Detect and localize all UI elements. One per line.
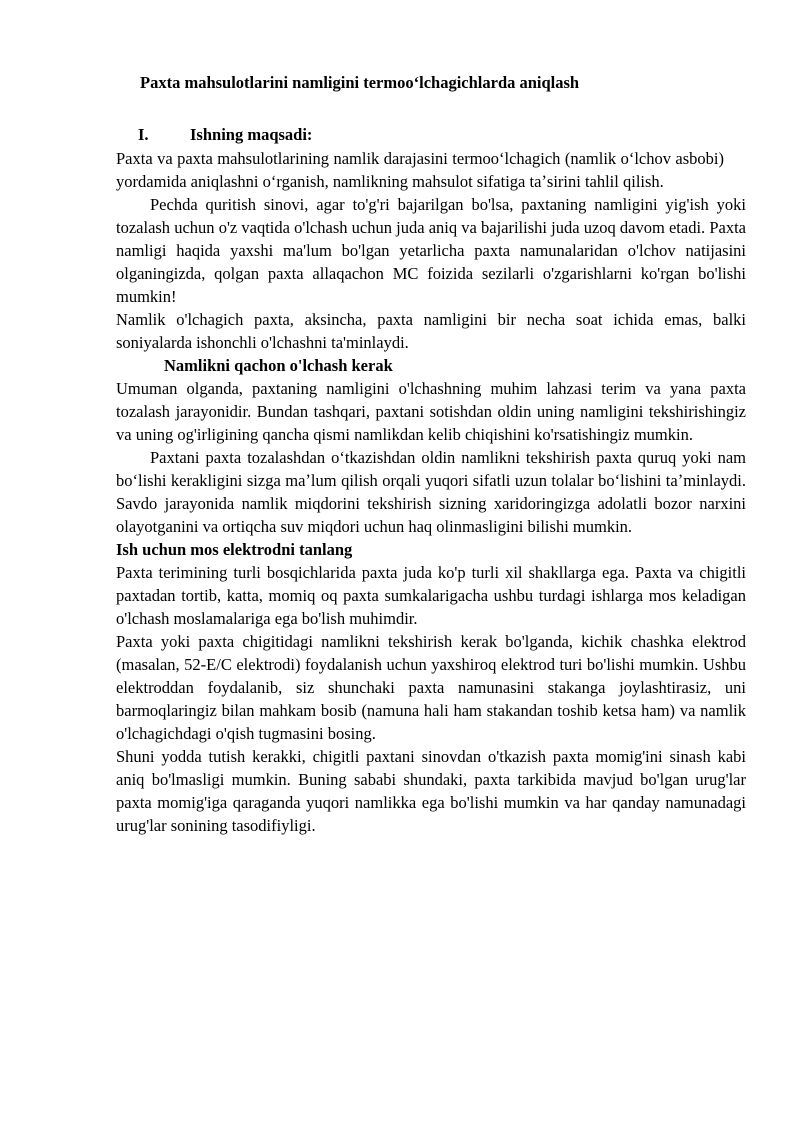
inline-heading-when-to-measure: Namlikni qachon o'lchash kerak xyxy=(164,355,393,375)
paragraph-purpose: Paxta va paxta mahsulotlarining namlik darajasini termooʻlchagich (namlik oʻlchov asbobi) yordamida aniqlashni oʻrganish, namlikning mahsulot sifatiga taʼsirini tahlil qilish. xyxy=(116,148,724,191)
paragraph-when-to-measure-body: Umuman olganda, paxtaning namligini o'lchashning muhim lahzasi terim va yana paxta tozalash jarayonidir. Bundan tashqari, paxtani sotishdan oldin uning namligini tekshirishingiz va uning og'irligining qancha qismi namlikdan kelib chiqishini ko'rsatishingiz mumkin. xyxy=(116,378,746,444)
paragraph-when-to-measure xyxy=(116,354,746,446)
page-title: Paxta mahsulotlarini namligini termooʻlchagichlarda aniqlash xyxy=(140,73,580,92)
section-heading-ishning-maqsadi xyxy=(138,124,746,146)
paragraph-electrode-intro: Paxta terimining turli bosqichlarida paxta juda ko'p turli xil shakllarga ega. Paxta va chigitli paxtadan tortib, katta, momiq oq paxta sumkalarigacha ushbu turdagi ishlarga mos keladigan o'lchash moslamalariga ega bo'lish muhimdir. xyxy=(116,562,746,628)
paragraph-before-ginning: Paxtani paxta tozalashdan oʻtkazishdan oldin namlikni tekshirish paxta quruq yoki nam boʻlishi kerakligini sizga maʼlum qilish orqali yuqori sifatli uzun tolalar boʻlishini taʼminlaydi. Savdo jarayonida namlik miqdorini tekshirish sizning xaridoringizga adolatli bozor narxini olayotganini va ortiqcha suv miqdori uchun haq olinmasligini bilishi mumkin. xyxy=(116,447,746,536)
paragraph-electrode-usage: Paxta yoki paxta chigitidagi namlikni tekshirish kerak bo'lganda, kichik chashka elektrod (masalan, 52-E/C elektrodi) foydalanish uchun yaxshiroq elektrod turi bo'lishi mumkin. Ushbu elektroddan foydalanib, siz shunchaki paxta namunasini stakanga joylashtirasiz, uni barmoqlaringiz bilan mahkam bosib (namuna hali ham stakandan toshib ketsa ham) va namlik o'lchagichdagi o'qish tugmasini bosing. xyxy=(116,631,746,743)
document-body xyxy=(116,72,746,837)
section-heading-label: Ishning maqsadi: xyxy=(190,125,313,145)
paragraph-oven-test: Pechda quritish sinovi, agar to'g'ri bajarilgan bo'lsa, paxtaning namligini yig'ish yoki tozalash uchun o'z vaqtida o'lchash uchun juda aniq va bajarilishi juda uzoq davom etadi. Paxta namligi haqida yaxshi ma'lum bo'lgan yetarlicha paxta namunalaridan o'lchov natijasini olganingizda, qolgan paxta allaqachon MC foizida sezilarli o'zgarishlarni ko'rgan bo'lishi mumkin! xyxy=(116,194,746,306)
paragraph-seed-note: Shuni yodda tutish kerakki, chigitli paxtani sinovdan o'tkazish paxta momig'ini sinash kabi aniq bo'lmasligi mumkin. Buning sababi shundaki, paxta tarkibida mavjud bo'lgan urug'lar paxta momig'iga qaraganda yuqori namlikka ega bo'lishi mumkin va har qanday namunadagi urug'lar sonining tasodifiyligi. xyxy=(116,746,746,835)
paragraph-meter-speed: Namlik o'lchagich paxta, aksincha, paxta namligini bir necha soat ichida emas, balki soniyalarda ishonchli o'lchashni ta'minlaydi. xyxy=(116,309,746,352)
section-numeral: I. xyxy=(138,125,149,145)
heading-electrode-selection: Ish uchun mos elektrodni tanlang xyxy=(116,539,353,559)
